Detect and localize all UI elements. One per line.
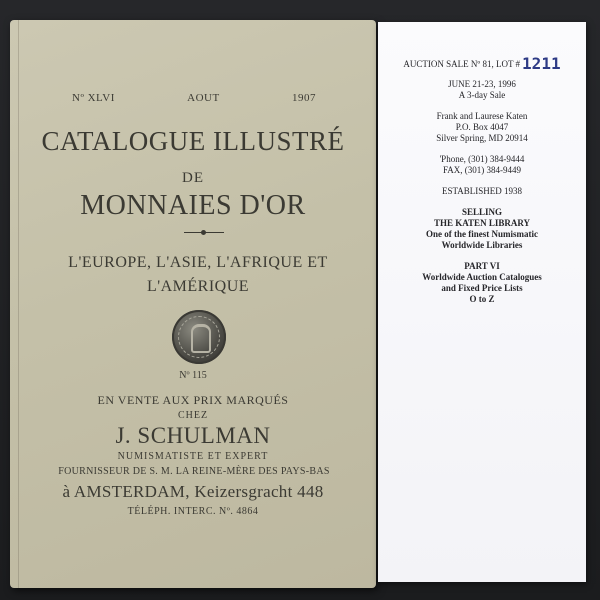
issue-number: Nº XLVI	[72, 92, 115, 104]
part-block	[384, 261, 580, 305]
seller-city: Silver Spring, MD 20914	[436, 133, 528, 143]
sale-line: EN VENTE AUX PRIX MARQUÉS	[97, 393, 289, 407]
library-desc-line2: Worldwide Libraries	[441, 240, 523, 250]
publisher-name: J. SCHULMAN	[115, 423, 271, 448]
catalogue-title-line2: MONNAIES D'OR	[80, 190, 306, 221]
seller-fax: FAX, (301) 384-9449	[442, 165, 522, 175]
publisher-address: à AMSTERDAM, Keizersgracht 448	[62, 482, 324, 501]
library-desc-line1: One of the finest Numismatic	[426, 229, 538, 239]
publisher-role: NUMISMATISTE ET EXPERT	[117, 451, 269, 462]
seller-po-box: P.O. Box 4047	[455, 122, 509, 132]
issue-year: 1907	[292, 92, 316, 104]
lot-card-header	[384, 54, 580, 73]
part-desc-line3: O to Z	[469, 294, 495, 304]
library-block	[384, 207, 580, 251]
lot-card-body	[384, 79, 580, 315]
established-block	[384, 186, 580, 197]
selling-label: SELLING	[461, 207, 503, 217]
seller-address-block	[384, 111, 580, 144]
divider-ornament	[184, 230, 224, 236]
catalogue-title-line1: CATALOGUE ILLUSTRÉ	[41, 126, 345, 156]
sale-duration: A 3-day Sale	[458, 90, 506, 100]
lot-card	[378, 22, 586, 582]
part-desc-line1: Worldwide Auction Catalogues	[422, 272, 542, 282]
seller-name: Frank and Laurese Katen	[436, 111, 528, 121]
contact-block	[384, 154, 580, 176]
coin-illustration	[172, 310, 226, 364]
part-label: PART VI	[464, 261, 500, 271]
library-name: THE KATEN LIBRARY	[433, 218, 531, 228]
publisher-supplier: FOURNISSEUR DE S. M. LA REINE-MÈRE DES PAYS-BAS	[58, 466, 330, 477]
catalogue-number: Nº 115	[179, 370, 207, 381]
catalogue-subtitle	[40, 251, 356, 299]
sale-date: JUNE 21-23, 1996	[448, 79, 516, 89]
seller-phone: 'Phone, (301) 384-9444	[439, 154, 525, 164]
sale-dates-block	[384, 79, 580, 101]
chez-label: CHEZ	[177, 410, 209, 421]
subtitle-line1: L'EUROPE, L'ASIE, L'AFRIQUE ET	[68, 254, 328, 271]
catalogue-title-de: DE	[182, 170, 204, 186]
part-desc-line2: and Fixed Price Lists	[441, 283, 523, 293]
auction-sale-label: AUCTION SALE Nº 81, LOT #	[403, 59, 521, 69]
lot-number: 1211	[522, 54, 561, 73]
catalogue-cover	[10, 20, 376, 588]
issue-line	[72, 92, 316, 104]
subtitle-line2: L'AMÉRIQUE	[146, 278, 250, 295]
established-text: ESTABLISHED 1938	[441, 186, 523, 196]
issue-month: AOUT	[187, 92, 220, 104]
publisher-phone: TÉLÉPH. INTERC. Nº. 4864	[127, 506, 259, 517]
